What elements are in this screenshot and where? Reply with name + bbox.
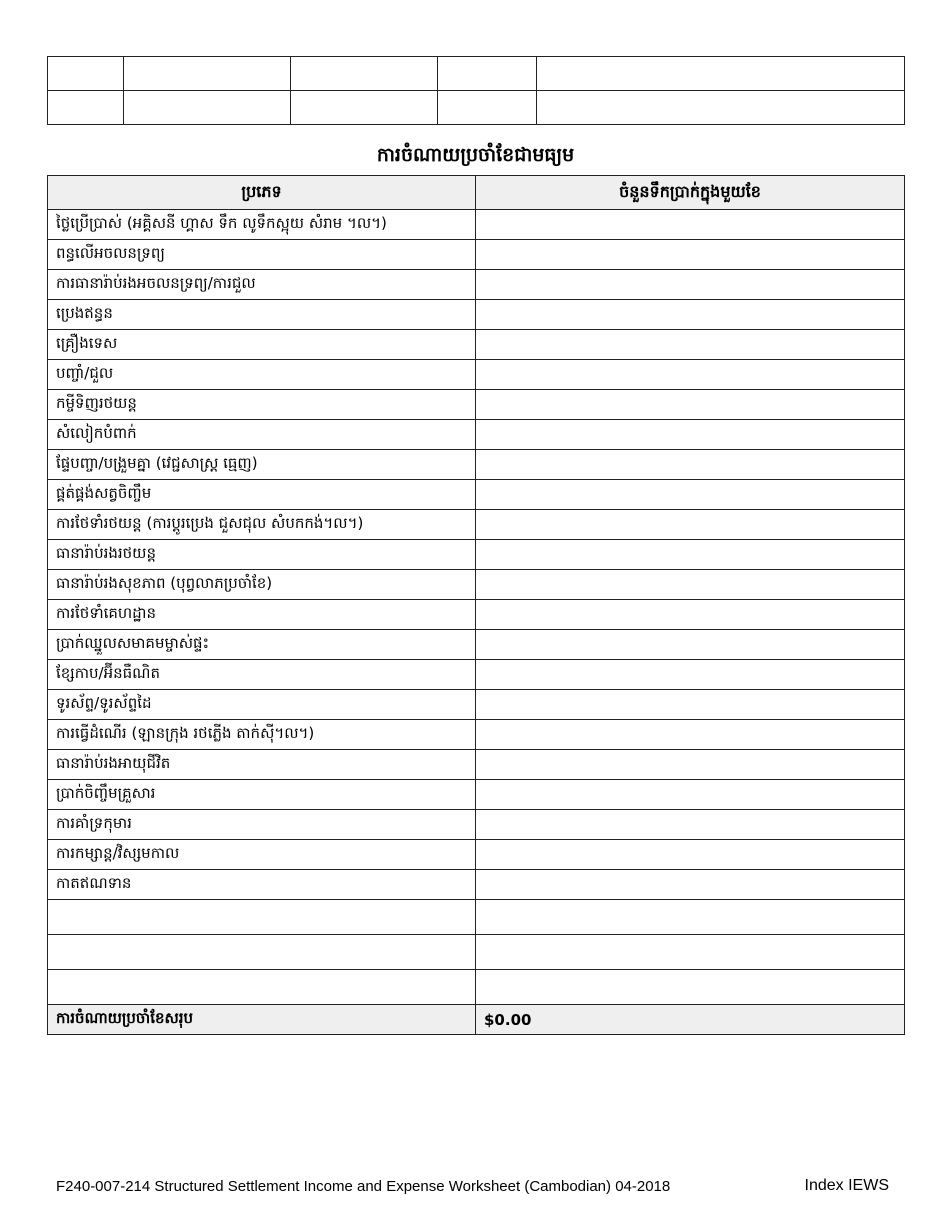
total-label: ការចំណាយប្រចាំខែសរុប	[48, 1005, 476, 1035]
expense-amount-field[interactable]	[476, 660, 905, 690]
top-table-cell[interactable]	[438, 57, 537, 91]
table-row	[48, 450, 905, 480]
expense-type-cell: ពន្ធលើអចលនទ្រព្យ	[48, 240, 476, 270]
total-value-field[interactable]: $0.00	[476, 1005, 905, 1035]
table-row	[48, 840, 905, 870]
expense-amount-field[interactable]	[476, 570, 905, 600]
expense-amount-field[interactable]	[476, 750, 905, 780]
type-column-header: ប្រភេទ	[48, 176, 476, 210]
table-row	[48, 360, 905, 390]
expense-type-cell: គ្រឿងទេស	[48, 330, 476, 360]
expense-amount-field[interactable]	[476, 630, 905, 660]
table-row	[48, 270, 905, 300]
amount-column-header: ចំនួនទឹកប្រាក់ក្នុងមួយខែ	[476, 176, 905, 210]
expense-amount-field[interactable]	[476, 420, 905, 450]
table-row	[48, 240, 905, 270]
expense-amount-field[interactable]	[476, 870, 905, 900]
expense-type-cell: ការធ្វើដំណើរ (ឡានក្រុង រថភ្លើង តាក់ស៊ី។ល។)	[48, 720, 476, 750]
table-row	[48, 570, 905, 600]
expense-type-cell: ថ្លៃប្រើប្រាស់ (អគ្គិសនី ហ្គាស ទឹក លូទឹកស្អុយ សំរាម ។ល។)	[48, 210, 476, 240]
total-row	[48, 1005, 905, 1035]
top-table-cell[interactable]	[124, 91, 291, 125]
table-row	[48, 330, 905, 360]
top-table-row	[48, 91, 905, 125]
expense-type-cell: កាតឥណទាន	[48, 870, 476, 900]
top-info-table-body	[48, 57, 905, 125]
expense-type-cell: ការកម្សាន្ត/វិស្សមកាល	[48, 840, 476, 870]
expense-type-cell: ការថែទាំគេហដ្ឋាន	[48, 600, 476, 630]
expense-type-cell: ការធានារ៉ាប់រងអចលនទ្រព្យ/ការជួល	[48, 270, 476, 300]
expense-table-body	[48, 210, 905, 1005]
top-table-cell[interactable]	[48, 91, 124, 125]
expense-amount-field[interactable]	[476, 780, 905, 810]
table-row	[48, 480, 905, 510]
table-row	[48, 600, 905, 630]
table-row	[48, 720, 905, 750]
expense-amount-field[interactable]	[476, 840, 905, 870]
top-table-cell[interactable]	[291, 57, 438, 91]
table-row	[48, 660, 905, 690]
expense-amount-field[interactable]	[476, 300, 905, 330]
top-info-table	[47, 56, 905, 125]
expense-amount-field[interactable]	[476, 210, 905, 240]
expense-amount-field[interactable]	[476, 900, 905, 935]
top-table-cell[interactable]	[124, 57, 291, 91]
expense-amount-field[interactable]	[476, 510, 905, 540]
expense-type-cell: ប្រាក់ឈ្នួលសមាគមម្ចាស់ផ្ទះ	[48, 630, 476, 660]
expense-type-cell: ធានារ៉ាប់រងរថយន្ត	[48, 540, 476, 570]
form-index: Index IEWS	[804, 1177, 889, 1194]
expense-type-cell[interactable]	[48, 900, 476, 935]
expense-amount-field[interactable]	[476, 600, 905, 630]
form-identifier: F240-007-214 Structured Settlement Income and Expense Worksheet (Cambodian) 04-2018	[56, 1178, 671, 1195]
expense-amount-field[interactable]	[476, 720, 905, 750]
table-header-row	[48, 176, 905, 210]
table-row	[48, 390, 905, 420]
top-table-cell[interactable]	[438, 91, 537, 125]
expense-type-cell: ធានារ៉ាប់រងសុខភាព (បុព្វលាភប្រចាំខែ)	[48, 570, 476, 600]
expense-type-cell[interactable]	[48, 970, 476, 1005]
table-row	[48, 690, 905, 720]
expense-type-cell: ផ្គត់ផ្គង់សត្វចិញ្ចឹម	[48, 480, 476, 510]
table-row	[48, 935, 905, 970]
expense-amount-field[interactable]	[476, 935, 905, 970]
expense-type-cell: ខ្សែកាប/អ៊ីនធឺណិត	[48, 660, 476, 690]
expense-type-cell: ប្រេងឥន្ធន	[48, 300, 476, 330]
expense-amount-field[interactable]	[476, 240, 905, 270]
expense-amount-field[interactable]	[476, 360, 905, 390]
table-row	[48, 540, 905, 570]
table-row	[48, 420, 905, 450]
table-row	[48, 210, 905, 240]
expense-amount-field[interactable]	[476, 270, 905, 300]
expense-type-cell[interactable]	[48, 935, 476, 970]
monthly-expense-table	[47, 175, 905, 1035]
expense-type-cell: ការគាំទ្រកុមារ	[48, 810, 476, 840]
expense-type-cell: ធានារ៉ាប់រងអាយុជីវិត	[48, 750, 476, 780]
expense-type-cell: ប្រាក់ចិញ្ចឹមគ្រួសារ	[48, 780, 476, 810]
expense-amount-field[interactable]	[476, 480, 905, 510]
expense-type-cell: ផែ្ទបញ្ចា/បង្រួមគ្នា (វេជ្ជសាស្ត្រ ធ្មេញ)	[48, 450, 476, 480]
expense-amount-field[interactable]	[476, 970, 905, 1005]
table-row	[48, 300, 905, 330]
table-row	[48, 870, 905, 900]
top-table-cell[interactable]	[48, 57, 124, 91]
expense-amount-field[interactable]	[476, 540, 905, 570]
expense-type-cell: សំលៀកបំពាក់	[48, 420, 476, 450]
expense-amount-field[interactable]	[476, 810, 905, 840]
table-row	[48, 750, 905, 780]
top-table-cell[interactable]	[291, 91, 438, 125]
table-row	[48, 970, 905, 1005]
top-table-row	[48, 57, 905, 91]
top-table-cell[interactable]	[537, 57, 905, 91]
table-row	[48, 510, 905, 540]
expense-amount-field[interactable]	[476, 450, 905, 480]
expense-amount-field[interactable]	[476, 330, 905, 360]
expense-type-cell: ការថែទាំរថយន្ត (ការប្តូរប្រេង ជួសជុល សំបកកង់។ល។)	[48, 510, 476, 540]
expense-type-cell: បញ្ចាំ/ជួល	[48, 360, 476, 390]
table-row	[48, 900, 905, 935]
top-table-cell[interactable]	[537, 91, 905, 125]
expense-amount-field[interactable]	[476, 390, 905, 420]
expense-type-cell: កម្ចីទិញរថយន្ត	[48, 390, 476, 420]
expense-type-cell: ទូរស័ព្ទ/ទូរស័ព្ទដៃ	[48, 690, 476, 720]
section-title: ការចំណាយប្រចាំខែជាមធ្យម	[376, 144, 575, 166]
table-row	[48, 810, 905, 840]
expense-amount-field[interactable]	[476, 690, 905, 720]
table-row	[48, 780, 905, 810]
table-row	[48, 630, 905, 660]
